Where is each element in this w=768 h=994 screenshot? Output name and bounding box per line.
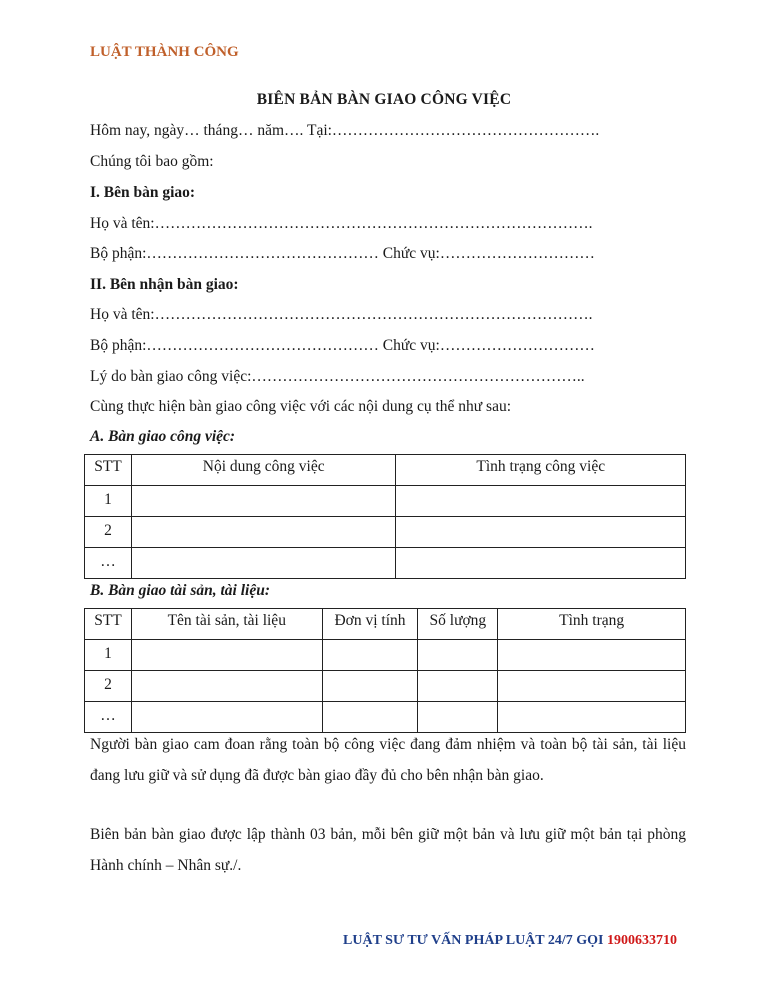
- table-row: [85, 548, 686, 579]
- commitment-paragraph: Người bàn giao cam đoan rằng toàn bộ công việc đang đảm nhiệm và toàn bộ tài sản, tài liệu đang lưu giữ và sử dụng đã được bàn giao đầy đủ cho bên nhận bàn giao.: [90, 736, 686, 784]
- quantity-cell[interactable]: [418, 671, 498, 702]
- section-a-heading: A. Bàn giao công việc:: [90, 428, 236, 445]
- unit-cell[interactable]: [322, 671, 418, 702]
- document-title: BIÊN BẢN BÀN GIAO CÔNG VIỆC: [256, 91, 512, 108]
- header-brand: LUẬT THÀNH CÔNG: [90, 44, 239, 60]
- column-header: Đơn vị tính: [322, 609, 418, 640]
- asset-name-cell[interactable]: [131, 640, 322, 671]
- footer-text: LUẬT SƯ TƯ VẤN PHÁP LUẬT 24/7 GỌI: [343, 933, 607, 948]
- condition-cell[interactable]: [498, 702, 686, 733]
- members-line: Chúng tôi bao gồm:: [90, 153, 214, 170]
- section-b-heading: B. Bàn giao tài sản, tài liệu:: [90, 582, 271, 599]
- column-header: Số lượng: [418, 609, 498, 640]
- condition-cell[interactable]: [498, 640, 686, 671]
- column-header: Nội dung công việc: [131, 455, 396, 486]
- sender-heading: I. Bên bàn giao:: [90, 184, 196, 201]
- asset-name-cell[interactable]: [131, 671, 322, 702]
- work-status-cell[interactable]: [396, 517, 686, 548]
- asset-handover-table: [84, 608, 686, 733]
- row-number: 1: [85, 640, 132, 671]
- sender-name-line: Họ và tên:………………………………………………………………………….: [90, 215, 593, 232]
- receiver-heading: II. Bên nhận bàn giao:: [90, 276, 239, 293]
- receiver-dept-line: Bộ phận:……………………………………… Chức vụ:…………………………: [90, 337, 595, 354]
- sender-dept-line: Bộ phận:……………………………………… Chức vụ:…………………………: [90, 245, 595, 262]
- row-number: 2: [85, 671, 132, 702]
- work-status-cell[interactable]: [396, 486, 686, 517]
- table-row: [85, 640, 686, 671]
- quantity-cell[interactable]: [418, 702, 498, 733]
- asset-name-cell[interactable]: [131, 702, 322, 733]
- table-header-row: [85, 609, 686, 640]
- column-header: STT: [85, 609, 132, 640]
- work-content-cell[interactable]: [131, 486, 396, 517]
- work-handover-table: [84, 454, 686, 579]
- column-header: STT: [85, 455, 132, 486]
- work-content-cell[interactable]: [131, 517, 396, 548]
- reason-line: Lý do bàn giao công việc:………………………………………………………..: [90, 368, 585, 385]
- row-number: 1: [85, 486, 132, 517]
- row-number: …: [85, 548, 132, 579]
- unit-cell[interactable]: [322, 702, 418, 733]
- condition-cell[interactable]: [498, 671, 686, 702]
- table-header-row: [85, 455, 686, 486]
- work-content-cell[interactable]: [131, 548, 396, 579]
- column-header: Tình trạng công việc: [396, 455, 686, 486]
- row-number: 2: [85, 517, 132, 548]
- work-status-cell[interactable]: [396, 548, 686, 579]
- column-header: Tên tài sản, tài liệu: [131, 609, 322, 640]
- table-row: [85, 486, 686, 517]
- receiver-name-line: Họ và tên:………………………………………………………………………….: [90, 306, 593, 323]
- footer-hotline: [343, 933, 677, 949]
- footer-phone[interactable]: 1900633710: [607, 933, 677, 948]
- column-header: Tình trạng: [498, 609, 686, 640]
- table-row: [85, 702, 686, 733]
- row-number: …: [85, 702, 132, 733]
- together-line: Cùng thực hiện bàn giao công việc với các nội dung cụ thể như sau:: [90, 398, 512, 415]
- table-row: [85, 517, 686, 548]
- table-row: [85, 671, 686, 702]
- unit-cell[interactable]: [322, 640, 418, 671]
- copies-paragraph: Biên bản bàn giao được lập thành 03 bản, mỗi bên giữ một bản và lưu giữ một bản tại phòng Hành chính – Nhân sự./.: [90, 826, 686, 874]
- date-place-line: Hôm nay, ngày… tháng… năm…. Tại:…………………………………………….: [90, 122, 600, 139]
- quantity-cell[interactable]: [418, 640, 498, 671]
